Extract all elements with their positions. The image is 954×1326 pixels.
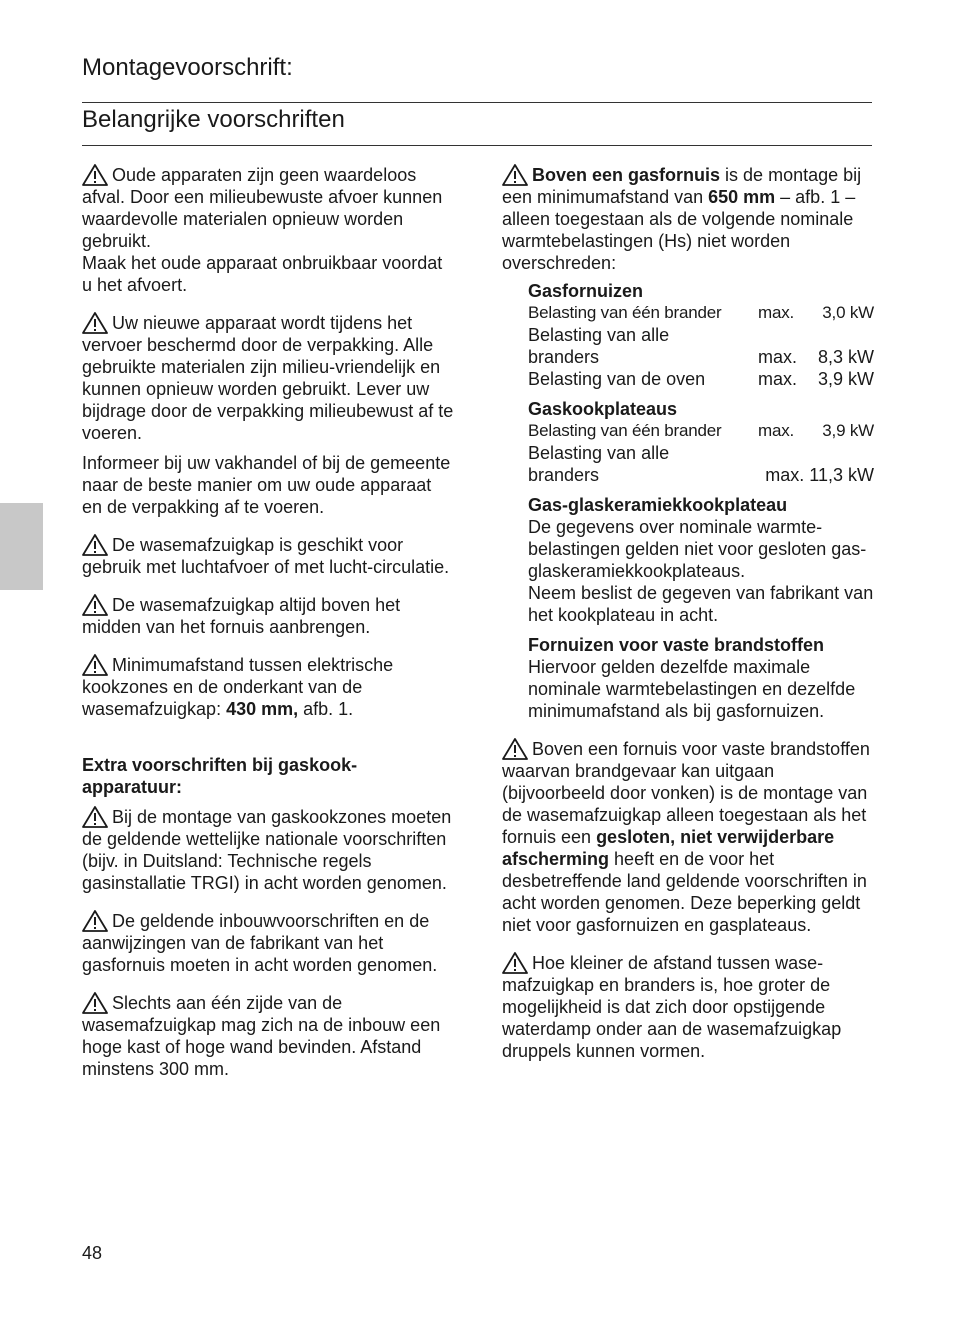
extra-gas-heading: Extra voorschriften bij gaskook-apparatuur: [82,755,358,797]
vaste-brandstoffen-title: Fornuizen voor vaste brandstoffen [528,635,825,655]
gaskookplateaus-block [528,398,874,486]
note-installation-instructions: De geldende inbouwvoorschriften en de aanwijzingen van de fabrikant van het gasfornuis moeten in acht worden genomen. [82,911,438,975]
glaskeramiek-title: Gas-glaskeramiekkookplateau [528,495,788,515]
gasfornuizen-row-all-label: Belasting van alle [528,325,670,345]
vaste-brandstoffen-block: Fornuizen voor vaste brandstoffen Hiervoor gelden dezelfde maximale nominale warmtebelastingen en dezelfde minimumafstand als bij gasfornuizen. [528,634,874,722]
warning-triangle-icon [82,164,108,186]
note-old-appliances: Oude apparaten zijn geen waardeloos afval. Door een milieubewuste afvoer kunnen waardevolle materialen opnieuw worden gebruikt. Maak het oude apparaat onbruikbaar voordat u het afvoert. [82,165,443,295]
gaskook-row-single: Belasting van één brander max. 3,9 kW [528,421,874,440]
warning-triangle-icon [502,738,528,760]
right-column [502,164,874,1078]
note-solid-fuel-cooker: Boven een fornuis voor vaste brandstoffen waarvan brandgevaar kan uitgaan (bijvoorbeeld door vonken) is de montage van de wasemafzuigkap alleen toegestaan als het fornuis een gesloten, niet verwijderbare afscherming heeft en de voor het desbetreffende land geldende voorschriften in acht worden genomen. Deze beperking geldt niet voor gasfornuizen en gasplateaus. [502,739,870,935]
page-number: 48 [82,1243,103,1263]
warning-triangle-icon [82,594,108,616]
note-center-mounting: De wasemafzuigkap altijd boven het midden van het fornuis aanbrengen. [82,595,401,637]
section-title: Belangrijke voorschriften [82,106,345,133]
gasfornuizen-block [528,280,874,390]
glaskeramiek-block: Gas-glaskeramiekkookplateau De gegevens over nominale warmte-belastingen gelden niet voor gesloten gas-glaskeramiekkookplateaus. Neem beslist de gegeven van fabrikant van het kookplateau in acht. [528,495,874,625]
note-min-distance-electric: Minimumafstand tussen elektrische kookzones en de onderkant van de wasemafzuigkap: 430 mm, afb. 1. [82,655,394,719]
warning-triangle-icon [82,534,108,556]
gaskook-row-all-label: Belasting van alle [528,443,670,463]
note-air-mode: De wasemafzuigkap is geschikt voor gebruik met luchtafvoer of met lucht-circulatie. [82,535,450,577]
gaskookplateaus-title: Gaskookplateaus [528,399,678,419]
page-title: Montagevoorschrift: [82,54,293,81]
note-gas-cooker-distance: Boven een gasfornuis is de montage bij een minimumafstand van 650 mm – afb. 1 – alleen toegestaan als de volgende nominale warmtebelastingen (Hs) niet worden overschreden: [502,165,862,273]
warning-triangle-icon [82,910,108,932]
warning-triangle-icon [82,312,108,334]
warning-triangle-icon [82,654,108,676]
note-packaging: Uw nieuwe apparaat wordt tijdens het vervoer beschermd door de verpakking. Alle gebruikte materialen zijn milieu-vriendelijk en kunnen opnieuw worden gebruikt. Lever uw bijdrage door de verpakking milieubewust af te voeren. [82,313,454,443]
gaskook-row-all: branders max. 11,3 kW [528,465,874,485]
gasfornuizen-row-single: Belasting van één brander max. 3,0 kW [528,303,874,322]
header-rule-top [82,102,872,103]
note-high-cabinet: Slechts aan één zijde van de wasemafzuigkap mag zich na de inbouw een hoge kast of hoge wand bevinden. Afstand minstens 300 mm. [82,993,441,1079]
warning-triangle-icon [502,952,528,974]
header-rule-bottom [82,145,872,146]
left-column [82,164,454,1096]
warning-triangle-icon [502,164,528,186]
gasfornuizen-row-all: branders max. 8,3 kW [528,347,874,367]
warning-triangle-icon [82,992,108,1014]
gasfornuizen-title: Gasfornuizen [528,281,644,301]
gasfornuizen-row-oven: Belasting van de oven max. 3,9 kW [528,369,874,389]
side-tab-marker [0,503,43,590]
note-gas-regulations: Bij de montage van gaskookzones moeten de geldende wettelijke nationale voorschriften (bijv. in Duitsland: Technische regels gasinstallatie TRGI) in acht worden genomen. [82,807,452,893]
note-disposal-info: Informeer bij uw vakhandel of bij de gemeente naar de beste manier om uw oude apparaat en de verpakking af te voeren. [82,453,451,517]
warning-triangle-icon [82,806,108,828]
note-condensation: Hoe kleiner de afstand tussen wase-mafzuigkap en branders is, hoe groter de mogelijkheid is dat zich door opstijgende waterdamp onder aan de wasemafzuigkap druppels kunnen vormen. [502,953,842,1061]
